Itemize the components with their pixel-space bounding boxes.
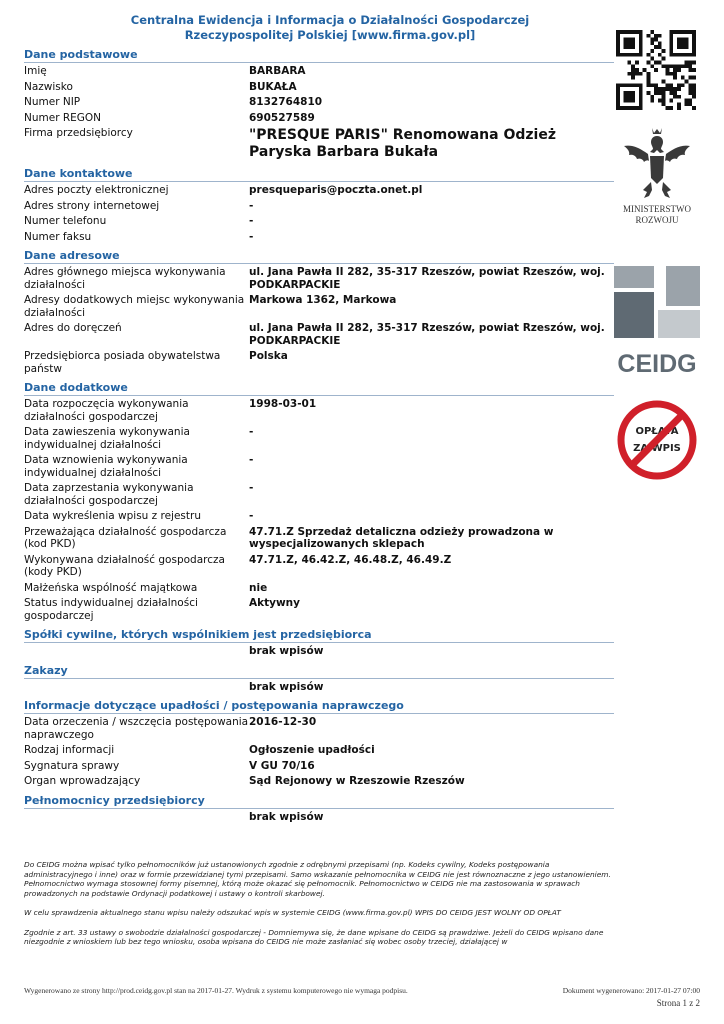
field-label: Status indywidualnej działalności gospodarczej: [24, 597, 198, 622]
field-row: [24, 350, 614, 375]
footer-source: Wygenerowano ze strony http://prod.ceidg.gov.pl stan na 2017-01-27. Wydruk z systemu komputerowego nie wymaga podpisu.: [24, 986, 408, 995]
field-label: Numer telefonu: [24, 215, 107, 227]
no-fee-line-2: ZA WPIS: [633, 443, 681, 454]
section-title: Dane adresowe: [24, 249, 614, 264]
field-row: [24, 760, 614, 773]
field-row: [24, 645, 614, 658]
field-value: BUKAŁA: [249, 80, 297, 93]
field-row: [24, 96, 614, 109]
section-title: Dane dodatkowe: [24, 381, 614, 396]
field-row: [24, 81, 614, 94]
field-row: [24, 294, 614, 319]
field-row: [24, 426, 614, 451]
ministry-label: [612, 204, 702, 226]
field-row: [24, 582, 614, 595]
field-label: Przedsiębiorca posiada obywatelstwa państw: [24, 350, 221, 375]
field-label: Firma przedsiębiorcy: [24, 127, 133, 139]
section-title: Dane kontaktowe: [24, 167, 614, 182]
field-value: 8132764810: [249, 96, 323, 108]
field-value: brak wpisów: [249, 810, 324, 823]
field-value: Polska: [249, 350, 288, 362]
field-value: 1998-03-01: [249, 398, 317, 410]
field-value: 47.71.Z, 46.42.Z, 46.48.Z, 46.49.Z: [249, 553, 452, 566]
footer-generated: Dokument wygenerowano: 2017-01-27 07:00: [562, 986, 700, 995]
section-title: Spółki cywilne, których wspólnikiem jest przedsiębiorca: [24, 628, 614, 643]
field-value: Aktywny: [249, 597, 300, 609]
field-value: ul. Jana Pawła II 282, 35-317 Rzeszów, powiat Rzeszów, woj. PODKARPACKIE: [249, 266, 605, 291]
legal-notes: [24, 860, 616, 957]
field-label: Adres głównego miejsca wykonywania działalności: [24, 266, 226, 291]
page-number: Strona 1 z 2: [656, 998, 700, 1008]
section-title: Pełnomocnicy przedsiębiorcy: [24, 794, 614, 809]
field-value: -: [249, 230, 254, 243]
field-row: [24, 597, 614, 622]
field-value: -: [249, 426, 254, 438]
header-line-1: Centralna Ewidencja i Informacja o Działalności Gospodarczej: [130, 13, 530, 27]
field-label: [24, 645, 249, 658]
field-row: [24, 398, 614, 423]
field-value: V GU 70/16: [249, 759, 315, 772]
field-label: Numer REGON: [24, 111, 102, 124]
field-label: Data wykreślenia wpisu z rejestru: [24, 510, 201, 522]
field-label: Data zaprzestania wykonywania działalności gospodarczej: [24, 482, 194, 507]
field-value: brak wpisów: [249, 680, 324, 693]
section-title: Informacje dotyczące upadłości / postępowania naprawczego: [24, 699, 614, 714]
field-label: Data zawieszenia wykonywania indywidualnej działalności: [24, 426, 190, 451]
field-row: [24, 554, 614, 579]
field-label: Adres do doręczeń: [24, 322, 122, 334]
field-label: Adres strony internetowej: [24, 199, 160, 212]
field-label: Małżeńska wspólność majątkowa: [24, 581, 198, 594]
field-row: [24, 681, 614, 694]
registry-content: [24, 48, 614, 826]
field-value: -: [249, 454, 254, 466]
header-line-2: Rzeczypospolitej Polskiej [www.firma.gov.pl]: [184, 28, 476, 42]
field-label: Rodzaj informacji: [24, 744, 115, 756]
field-row: [24, 184, 614, 197]
field-value: "PRESQUE PARIS" Renomowana Odzież Paryska Barbara Bukała: [249, 127, 556, 160]
field-row: [24, 200, 614, 213]
field-label: Organ wprowadzający: [24, 775, 141, 787]
field-value: presqueparis@poczta.onet.pl: [249, 184, 423, 196]
field-label: Wykonywana działalność gospodarcza (kody PKD): [24, 553, 225, 578]
field-row: [24, 322, 614, 347]
field-label: Nazwisko: [24, 80, 73, 93]
field-value: 2016-12-30: [249, 716, 317, 728]
field-value: -: [249, 199, 254, 212]
field-label: [24, 811, 249, 824]
field-value: ul. Jana Pawła II 282, 35-317 Rzeszów, powiat Rzeszów, woj. PODKARPACKIE: [249, 322, 605, 347]
qr-code-icon: [614, 30, 698, 110]
field-row: [24, 231, 614, 244]
legal-note: Zgodnie z art. 33 ustawy o swobodzie działalności gospodarczej - Domniemywa się, że dane wpisane do CEIDG są prawdziwe. Jeżeli do CEIDG wpisano dane niezgodnie z wnioskiem lub bez tego wniosku, osoba wpisana do CEIDG nie może zasłaniać się wobec osoby trzeciej, działającej w: [24, 927, 604, 946]
field-label: Sygnatura sprawy: [24, 759, 120, 772]
field-value: -: [249, 510, 254, 522]
legal-note: W celu sprawdzenia aktualnego stanu wpisu należy odszukać wpis w systemie CEIDG (www.firma.gov.pl) WPIS DO CEIDG JEST WOLNY OD OPŁAT: [24, 908, 561, 917]
legal-note: Do CEIDG można wpisać tylko pełnomocników już ustanowionych zgodnie z odrębnymi przepisami (np. Kodeks cywilny, Kodeks postępowania administracyjnego i inne) oraz w formie przewidzianej tymi przepisami. Samo wskazanie pełnomocnika w CEIDG nie jest równoznaczne z jego ustanowieniem. Pełnomocnictwo wymaga stosownej formy pisemnej, którą może okazać się pełnomocnik. Pełnomocnictwo w CEIDG nie ma zastosowania w sprawach prowadzonych na podstawie Ordynacji podatkowej i ustawy o kontroli skarbowej.: [24, 860, 611, 898]
field-row: [24, 215, 614, 228]
field-label: Adresy dodatkowych miejsc wykonywania działalności: [24, 294, 245, 319]
field-value: 690527589: [249, 111, 315, 124]
field-value: Ogłoszenie upadłości: [249, 744, 375, 756]
field-row: [24, 775, 614, 788]
field-row: [24, 744, 614, 757]
field-label: Przeważająca działalność gospodarcza (kod PKD): [24, 525, 227, 550]
document-header: [60, 13, 600, 43]
field-row: [24, 112, 614, 125]
ministry-line-1: MINISTERSTWO: [623, 204, 691, 214]
field-label: Adres poczty elektronicznej: [24, 184, 169, 196]
section-title: Dane podstawowe: [24, 48, 614, 63]
field-row: [24, 266, 614, 291]
section-title: Zakazy: [24, 664, 614, 679]
field-label: Data rozpoczęcia wykonywania działalności gospodarczej: [24, 398, 189, 423]
field-value: -: [249, 482, 254, 494]
field-label: Data wznowienia wykonywania indywidualnej działalności: [24, 454, 188, 479]
field-value: nie: [249, 581, 268, 594]
ministry-line-2: ROZWOJU: [635, 215, 679, 225]
field-value: 47.71.Z Sprzedaż detaliczna odzieży prowadzona w wyspecjalizowanych sklepach: [249, 525, 554, 550]
field-label: Numer NIP: [24, 96, 81, 108]
field-row: [24, 811, 614, 824]
field-row: [24, 65, 614, 78]
field-row: [24, 510, 614, 523]
ceidg-logo-text: CEIDG: [617, 350, 697, 378]
field-value: brak wpisów: [249, 645, 324, 657]
field-value: BARBARA: [249, 65, 306, 77]
field-label: Imię: [24, 65, 47, 77]
field-row: [24, 716, 614, 741]
ceidg-logo: [614, 266, 700, 378]
field-row: [24, 454, 614, 479]
field-value: -: [249, 215, 254, 227]
field-row: [24, 482, 614, 507]
no-fee-line-1: OPŁATA: [635, 426, 679, 437]
field-value: Markowa 1362, Markowa: [249, 294, 397, 306]
field-row: [24, 127, 614, 161]
field-label: [24, 681, 249, 694]
field-label: Numer faksu: [24, 230, 92, 243]
field-value: Sąd Rejonowy w Rzeszowie Rzeszów: [249, 775, 465, 787]
field-label: Data orzeczenia / wszczęcia postępowania naprawczego: [24, 716, 249, 741]
no-fee-sign-icon: [612, 398, 702, 484]
field-row: [24, 526, 614, 551]
